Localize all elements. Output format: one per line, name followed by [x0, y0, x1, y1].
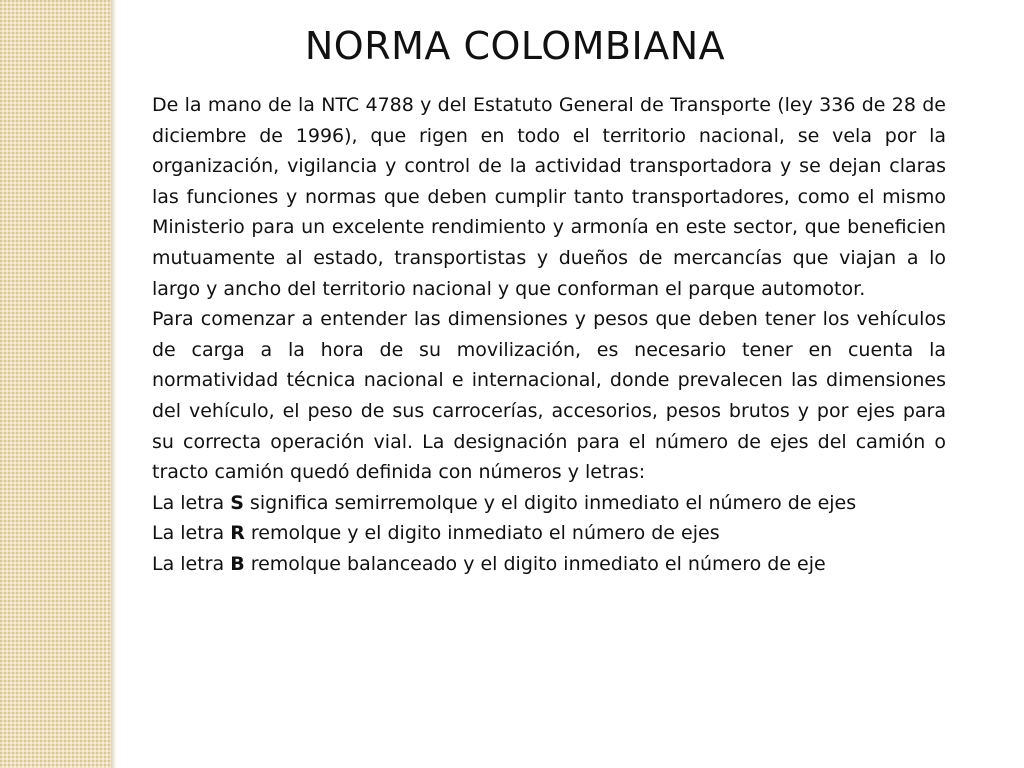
- line-suffix: significa semirremolque y el digito inmediato el número de ejes: [243, 491, 857, 514]
- side-strip-shadow: [111, 0, 117, 768]
- letter-b-definition: [152, 549, 946, 580]
- letter-r: R: [230, 522, 245, 545]
- letter-r-definition: [152, 518, 946, 549]
- slide-body: [152, 90, 946, 580]
- letter-b: B: [230, 552, 245, 575]
- line-prefix: La letra: [152, 552, 231, 575]
- letter-s-definition: [152, 488, 946, 519]
- line-suffix: remolque y el digito inmediato el número de ejes: [244, 522, 720, 545]
- line-prefix: La letra: [152, 491, 231, 514]
- paragraph-regulation: De la mano de la NTC 4788 y del Estatuto General de Transporte (ley 336 de 28 de diciembre de 1996), que rigen en todo el territorio nacional, se vela por la organización, vigilancia y control de la actividad transportadora y se dejan claras las funciones y normas que deben cumplir tanto transportadores, como el mismo Ministerio para un excelente rendimiento y armonía en este sector, que beneficien mutuamente al estado, transportistas y dueños de mercancías que viajan a lo largo y ancho del territorio nacional y que conforman el parque automotor.: [152, 94, 946, 300]
- slide-title: NORMA COLOMBIANA: [304, 24, 726, 68]
- letter-s: S: [230, 491, 244, 514]
- decorative-side-strip: [0, 0, 111, 768]
- paragraph-dimensions: Para comenzar a entender las dimensiones y pesos que deben tener los vehículos de carga a la hora de su movilización, es necesario tener en cuenta la normatividad técnica nacional e internacional, donde prevalecen las dimensiones del vehículo, el peso de sus carrocerías, accesorios, pesos brutos y por ejes para su correcta operación vial. La designación para el número de ejes del camión o tracto camión quedó definida con números y letras:: [152, 308, 946, 484]
- line-prefix: La letra: [152, 522, 231, 545]
- line-suffix: remolque balanceado y el digito inmediato el número de eje: [244, 552, 826, 575]
